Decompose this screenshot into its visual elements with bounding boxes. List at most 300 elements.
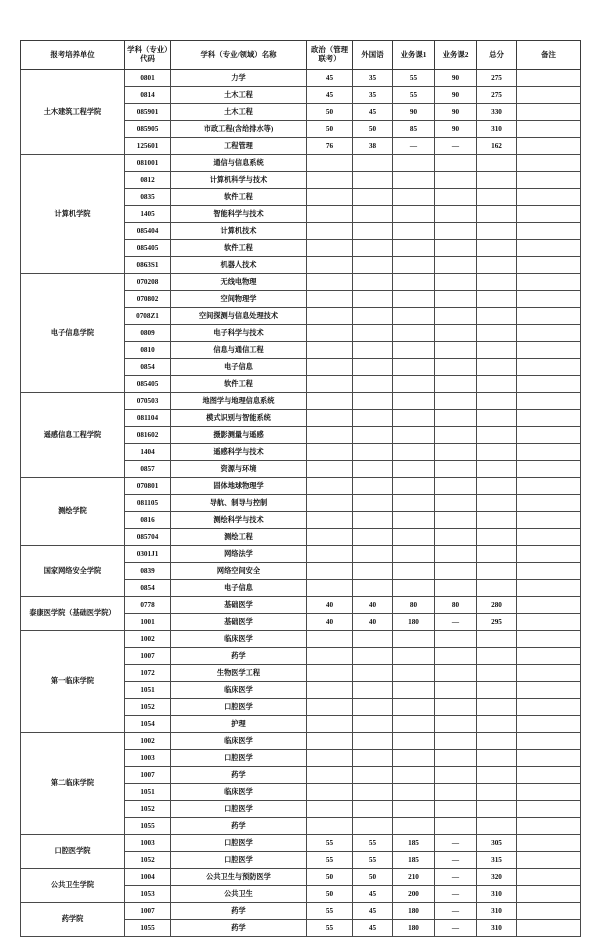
politics-score-cell xyxy=(307,376,353,393)
note-cell xyxy=(517,121,581,138)
table-row xyxy=(21,478,581,495)
code-cell: 1052 xyxy=(125,801,171,818)
business1-score-cell xyxy=(393,580,435,597)
total-score-cell xyxy=(477,172,517,189)
foreign-language-score-cell xyxy=(353,376,393,393)
total-score-cell: 295 xyxy=(477,614,517,631)
code-cell: 085405 xyxy=(125,240,171,257)
total-score-cell xyxy=(477,189,517,206)
code-cell: 1051 xyxy=(125,784,171,801)
politics-score-cell xyxy=(307,342,353,359)
table-row xyxy=(21,903,581,920)
program-name-cell: 药学 xyxy=(171,767,307,784)
politics-score-cell: 76 xyxy=(307,138,353,155)
business1-score-cell xyxy=(393,427,435,444)
business2-score-cell xyxy=(435,648,477,665)
note-cell xyxy=(517,818,581,835)
total-score-cell xyxy=(477,410,517,427)
business1-score-cell xyxy=(393,155,435,172)
note-cell xyxy=(517,716,581,733)
note-cell xyxy=(517,614,581,631)
business2-score-cell xyxy=(435,699,477,716)
politics-score-cell: 40 xyxy=(307,614,353,631)
business1-score-cell: 80 xyxy=(393,597,435,614)
program-name-cell: 电子信息 xyxy=(171,359,307,376)
unit-cell: 第一临床学院 xyxy=(21,631,125,733)
code-cell: 1405 xyxy=(125,206,171,223)
business2-score-cell xyxy=(435,665,477,682)
business1-score-cell xyxy=(393,631,435,648)
business1-score-cell xyxy=(393,767,435,784)
total-score-cell xyxy=(477,682,517,699)
business1-score-cell xyxy=(393,223,435,240)
business2-score-cell xyxy=(435,546,477,563)
note-cell xyxy=(517,393,581,410)
business1-score-cell: 180 xyxy=(393,920,435,937)
foreign-language-score-cell xyxy=(353,206,393,223)
program-name-cell: 智能科学与技术 xyxy=(171,206,307,223)
program-name-cell: 通信与信息系统 xyxy=(171,155,307,172)
code-cell: 1051 xyxy=(125,682,171,699)
politics-score-cell: 45 xyxy=(307,87,353,104)
business1-score-cell xyxy=(393,512,435,529)
total-score-cell: 310 xyxy=(477,920,517,937)
politics-score-cell xyxy=(307,155,353,172)
table-row xyxy=(21,155,581,172)
code-cell: 1072 xyxy=(125,665,171,682)
note-cell xyxy=(517,342,581,359)
business2-score-cell xyxy=(435,291,477,308)
code-cell: 1055 xyxy=(125,818,171,835)
table-row xyxy=(21,393,581,410)
business2-score-cell xyxy=(435,240,477,257)
foreign-language-score-cell xyxy=(353,801,393,818)
politics-score-cell xyxy=(307,546,353,563)
business2-score-cell xyxy=(435,478,477,495)
business1-score-cell xyxy=(393,257,435,274)
unit-cell: 遥感信息工程学院 xyxy=(21,393,125,478)
total-score-cell xyxy=(477,393,517,410)
politics-score-cell xyxy=(307,818,353,835)
business1-score-cell xyxy=(393,529,435,546)
code-cell: 0854 xyxy=(125,359,171,376)
note-cell xyxy=(517,852,581,869)
foreign-language-score-cell xyxy=(353,393,393,410)
business1-score-cell: 90 xyxy=(393,104,435,121)
program-name-cell: 临床医学 xyxy=(171,682,307,699)
program-name-cell: 摄影测量与遥感 xyxy=(171,427,307,444)
unit-cell: 测绘学院 xyxy=(21,478,125,546)
code-cell: 070801 xyxy=(125,478,171,495)
business1-score-cell xyxy=(393,461,435,478)
business1-score-cell xyxy=(393,291,435,308)
business2-score-cell xyxy=(435,274,477,291)
unit-cell: 土木建筑工程学院 xyxy=(21,70,125,155)
business2-score-cell: — xyxy=(435,852,477,869)
foreign-language-score-cell xyxy=(353,716,393,733)
business1-score-cell: 210 xyxy=(393,869,435,886)
business1-score-cell xyxy=(393,495,435,512)
politics-score-cell xyxy=(307,631,353,648)
politics-score-cell: 50 xyxy=(307,121,353,138)
politics-score-cell: 50 xyxy=(307,104,353,121)
total-score-cell xyxy=(477,767,517,784)
code-cell: 1052 xyxy=(125,852,171,869)
program-name-cell: 公共卫生与预防医学 xyxy=(171,869,307,886)
total-score-cell xyxy=(477,648,517,665)
note-cell xyxy=(517,138,581,155)
code-cell: 0812 xyxy=(125,172,171,189)
business1-score-cell xyxy=(393,682,435,699)
unit-cell: 公共卫生学院 xyxy=(21,869,125,903)
foreign-language-score-cell: 55 xyxy=(353,852,393,869)
program-name-cell: 口腔医学 xyxy=(171,699,307,716)
business2-score-cell: — xyxy=(435,886,477,903)
foreign-language-score-cell: 35 xyxy=(353,87,393,104)
business1-score-cell: 55 xyxy=(393,87,435,104)
code-cell: 070208 xyxy=(125,274,171,291)
total-score-cell xyxy=(477,750,517,767)
code-cell: 1003 xyxy=(125,750,171,767)
total-score-cell xyxy=(477,478,517,495)
table-row xyxy=(21,597,581,614)
politics-score-cell xyxy=(307,478,353,495)
unit-cell: 第二临床学院 xyxy=(21,733,125,835)
code-cell: 1002 xyxy=(125,631,171,648)
business1-score-cell xyxy=(393,410,435,427)
code-cell: 070802 xyxy=(125,291,171,308)
foreign-language-score-cell xyxy=(353,580,393,597)
program-name-cell: 土木工程 xyxy=(171,104,307,121)
program-name-cell: 计算机技术 xyxy=(171,223,307,240)
table-row xyxy=(21,733,581,750)
business2-score-cell xyxy=(435,750,477,767)
foreign-language-score-cell: 35 xyxy=(353,70,393,87)
total-score-cell xyxy=(477,376,517,393)
column-header-note: 备注 xyxy=(517,41,581,70)
foreign-language-score-cell xyxy=(353,495,393,512)
code-cell: 125601 xyxy=(125,138,171,155)
total-score-cell xyxy=(477,206,517,223)
program-name-cell: 遥感科学与技术 xyxy=(171,444,307,461)
politics-score-cell xyxy=(307,529,353,546)
code-cell: 085405 xyxy=(125,376,171,393)
total-score-cell xyxy=(477,291,517,308)
code-cell: 0839 xyxy=(125,563,171,580)
total-score-cell: 310 xyxy=(477,121,517,138)
foreign-language-score-cell: 50 xyxy=(353,121,393,138)
politics-score-cell: 55 xyxy=(307,835,353,852)
program-name-cell: 测绘工程 xyxy=(171,529,307,546)
code-cell: 0816 xyxy=(125,512,171,529)
program-name-cell: 网络空间安全 xyxy=(171,563,307,580)
business2-score-cell xyxy=(435,172,477,189)
business2-score-cell: 90 xyxy=(435,121,477,138)
business1-score-cell xyxy=(393,648,435,665)
program-name-cell: 无线电物理 xyxy=(171,274,307,291)
note-cell xyxy=(517,750,581,767)
business1-score-cell xyxy=(393,393,435,410)
program-name-cell: 临床医学 xyxy=(171,733,307,750)
total-score-cell xyxy=(477,699,517,716)
total-score-cell xyxy=(477,427,517,444)
program-name-cell: 口腔医学 xyxy=(171,801,307,818)
politics-score-cell xyxy=(307,682,353,699)
note-cell xyxy=(517,87,581,104)
total-score-cell xyxy=(477,308,517,325)
unit-cell: 口腔医学院 xyxy=(21,835,125,869)
note-cell xyxy=(517,903,581,920)
program-name-cell: 护理 xyxy=(171,716,307,733)
business2-score-cell: 90 xyxy=(435,87,477,104)
code-cell: 081602 xyxy=(125,427,171,444)
code-cell: 1054 xyxy=(125,716,171,733)
politics-score-cell xyxy=(307,427,353,444)
total-score-cell: 275 xyxy=(477,87,517,104)
politics-score-cell xyxy=(307,393,353,410)
total-score-cell xyxy=(477,733,517,750)
note-cell xyxy=(517,410,581,427)
foreign-language-score-cell: 45 xyxy=(353,903,393,920)
politics-score-cell xyxy=(307,750,353,767)
program-name-cell: 软件工程 xyxy=(171,189,307,206)
foreign-language-score-cell xyxy=(353,699,393,716)
foreign-language-score-cell xyxy=(353,512,393,529)
politics-score-cell xyxy=(307,716,353,733)
business2-score-cell xyxy=(435,359,477,376)
note-cell xyxy=(517,172,581,189)
politics-score-cell xyxy=(307,461,353,478)
politics-score-cell: 55 xyxy=(307,920,353,937)
note-cell xyxy=(517,461,581,478)
politics-score-cell xyxy=(307,512,353,529)
foreign-language-score-cell: 55 xyxy=(353,835,393,852)
foreign-language-score-cell: 45 xyxy=(353,104,393,121)
politics-score-cell: 45 xyxy=(307,70,353,87)
politics-score-cell xyxy=(307,699,353,716)
business1-score-cell xyxy=(393,665,435,682)
politics-score-cell xyxy=(307,648,353,665)
total-score-cell xyxy=(477,359,517,376)
note-cell xyxy=(517,223,581,240)
business1-score-cell xyxy=(393,342,435,359)
foreign-language-score-cell xyxy=(353,342,393,359)
program-name-cell: 市政工程(含给排水等) xyxy=(171,121,307,138)
note-cell xyxy=(517,665,581,682)
total-score-cell xyxy=(477,325,517,342)
foreign-language-score-cell xyxy=(353,359,393,376)
unit-cell: 电子信息学院 xyxy=(21,274,125,393)
code-cell: 1001 xyxy=(125,614,171,631)
table-row xyxy=(21,546,581,563)
total-score-cell xyxy=(477,631,517,648)
politics-score-cell xyxy=(307,308,353,325)
unit-cell: 国家网络安全学院 xyxy=(21,546,125,597)
foreign-language-score-cell xyxy=(353,172,393,189)
code-cell: 081105 xyxy=(125,495,171,512)
program-name-cell: 药学 xyxy=(171,920,307,937)
total-score-cell xyxy=(477,274,517,291)
total-score-cell xyxy=(477,342,517,359)
politics-score-cell xyxy=(307,240,353,257)
politics-score-cell xyxy=(307,257,353,274)
total-score-cell xyxy=(477,461,517,478)
total-score-cell: 320 xyxy=(477,869,517,886)
note-cell xyxy=(517,240,581,257)
program-name-cell: 软件工程 xyxy=(171,376,307,393)
note-cell xyxy=(517,699,581,716)
total-score-cell xyxy=(477,818,517,835)
column-header-code: 学科（专业）代码 xyxy=(125,41,171,70)
program-name-cell: 临床医学 xyxy=(171,631,307,648)
politics-score-cell xyxy=(307,495,353,512)
foreign-language-score-cell xyxy=(353,155,393,172)
program-name-cell: 药学 xyxy=(171,818,307,835)
foreign-language-score-cell xyxy=(353,546,393,563)
politics-score-cell xyxy=(307,274,353,291)
foreign-language-score-cell: 40 xyxy=(353,597,393,614)
business2-score-cell: — xyxy=(435,138,477,155)
foreign-language-score-cell: 45 xyxy=(353,886,393,903)
politics-score-cell xyxy=(307,172,353,189)
program-name-cell: 电子科学与技术 xyxy=(171,325,307,342)
total-score-cell xyxy=(477,444,517,461)
foreign-language-score-cell xyxy=(353,529,393,546)
politics-score-cell xyxy=(307,665,353,682)
business2-score-cell xyxy=(435,325,477,342)
note-cell xyxy=(517,733,581,750)
note-cell xyxy=(517,784,581,801)
code-cell: 0810 xyxy=(125,342,171,359)
politics-score-cell: 40 xyxy=(307,597,353,614)
code-cell: 1053 xyxy=(125,886,171,903)
business2-score-cell xyxy=(435,206,477,223)
program-name-cell: 空间物理学 xyxy=(171,291,307,308)
code-cell: 0814 xyxy=(125,87,171,104)
business2-score-cell xyxy=(435,495,477,512)
admission-score-table xyxy=(20,40,581,937)
business2-score-cell: — xyxy=(435,869,477,886)
business2-score-cell xyxy=(435,223,477,240)
note-cell xyxy=(517,869,581,886)
program-name-cell: 生物医学工程 xyxy=(171,665,307,682)
total-score-cell: 330 xyxy=(477,104,517,121)
note-cell xyxy=(517,291,581,308)
total-score-cell: 305 xyxy=(477,835,517,852)
note-cell xyxy=(517,529,581,546)
foreign-language-score-cell xyxy=(353,461,393,478)
business2-score-cell xyxy=(435,376,477,393)
foreign-language-score-cell xyxy=(353,631,393,648)
business1-score-cell xyxy=(393,274,435,291)
foreign-language-score-cell xyxy=(353,274,393,291)
politics-score-cell xyxy=(307,359,353,376)
unit-cell: 泰康医学院（基础医学院） xyxy=(21,597,125,631)
note-cell xyxy=(517,274,581,291)
foreign-language-score-cell xyxy=(353,189,393,206)
business2-score-cell xyxy=(435,563,477,580)
business1-score-cell xyxy=(393,308,435,325)
program-name-cell: 网络法学 xyxy=(171,546,307,563)
column-header-politics: 政治（管理联考） xyxy=(307,41,353,70)
note-cell xyxy=(517,104,581,121)
business1-score-cell xyxy=(393,750,435,767)
business2-score-cell xyxy=(435,767,477,784)
program-name-cell: 工程管理 xyxy=(171,138,307,155)
program-name-cell: 口腔医学 xyxy=(171,852,307,869)
business1-score-cell: — xyxy=(393,138,435,155)
foreign-language-score-cell xyxy=(353,784,393,801)
code-cell: 081001 xyxy=(125,155,171,172)
total-score-cell xyxy=(477,784,517,801)
table-header xyxy=(21,41,581,70)
business2-score-cell xyxy=(435,801,477,818)
code-cell: 1404 xyxy=(125,444,171,461)
politics-score-cell xyxy=(307,801,353,818)
total-score-cell xyxy=(477,716,517,733)
program-name-cell: 药学 xyxy=(171,648,307,665)
code-cell: 0835 xyxy=(125,189,171,206)
business2-score-cell xyxy=(435,342,477,359)
foreign-language-score-cell xyxy=(353,733,393,750)
program-name-cell: 计算机科学与技术 xyxy=(171,172,307,189)
politics-score-cell xyxy=(307,206,353,223)
note-cell xyxy=(517,206,581,223)
business1-score-cell xyxy=(393,206,435,223)
column-header-business1: 业务课1 xyxy=(393,41,435,70)
program-name-cell: 空间探测与信息处理技术 xyxy=(171,308,307,325)
code-cell: 0857 xyxy=(125,461,171,478)
politics-score-cell: 55 xyxy=(307,903,353,920)
business2-score-cell xyxy=(435,529,477,546)
foreign-language-score-cell: 45 xyxy=(353,920,393,937)
foreign-language-score-cell xyxy=(353,682,393,699)
program-name-cell: 信息与通信工程 xyxy=(171,342,307,359)
table-row xyxy=(21,70,581,87)
code-cell: 1007 xyxy=(125,767,171,784)
program-name-cell: 土木工程 xyxy=(171,87,307,104)
code-cell: 085404 xyxy=(125,223,171,240)
program-name-cell: 固体地球物理学 xyxy=(171,478,307,495)
note-cell xyxy=(517,631,581,648)
foreign-language-score-cell xyxy=(353,410,393,427)
foreign-language-score-cell xyxy=(353,648,393,665)
foreign-language-score-cell xyxy=(353,665,393,682)
business2-score-cell xyxy=(435,716,477,733)
note-cell xyxy=(517,359,581,376)
code-cell: 0801 xyxy=(125,70,171,87)
note-cell xyxy=(517,308,581,325)
code-cell: 0809 xyxy=(125,325,171,342)
note-cell xyxy=(517,597,581,614)
code-cell: 081104 xyxy=(125,410,171,427)
business2-score-cell xyxy=(435,631,477,648)
business1-score-cell xyxy=(393,189,435,206)
program-name-cell: 药学 xyxy=(171,903,307,920)
total-score-cell xyxy=(477,240,517,257)
note-cell xyxy=(517,920,581,937)
note-cell xyxy=(517,376,581,393)
business1-score-cell: 200 xyxy=(393,886,435,903)
unit-cell: 药学院 xyxy=(21,903,125,937)
politics-score-cell xyxy=(307,444,353,461)
program-name-cell: 口腔医学 xyxy=(171,750,307,767)
politics-score-cell xyxy=(307,784,353,801)
total-score-cell xyxy=(477,495,517,512)
program-name-cell: 基础医学 xyxy=(171,614,307,631)
business1-score-cell xyxy=(393,376,435,393)
table-row xyxy=(21,274,581,291)
